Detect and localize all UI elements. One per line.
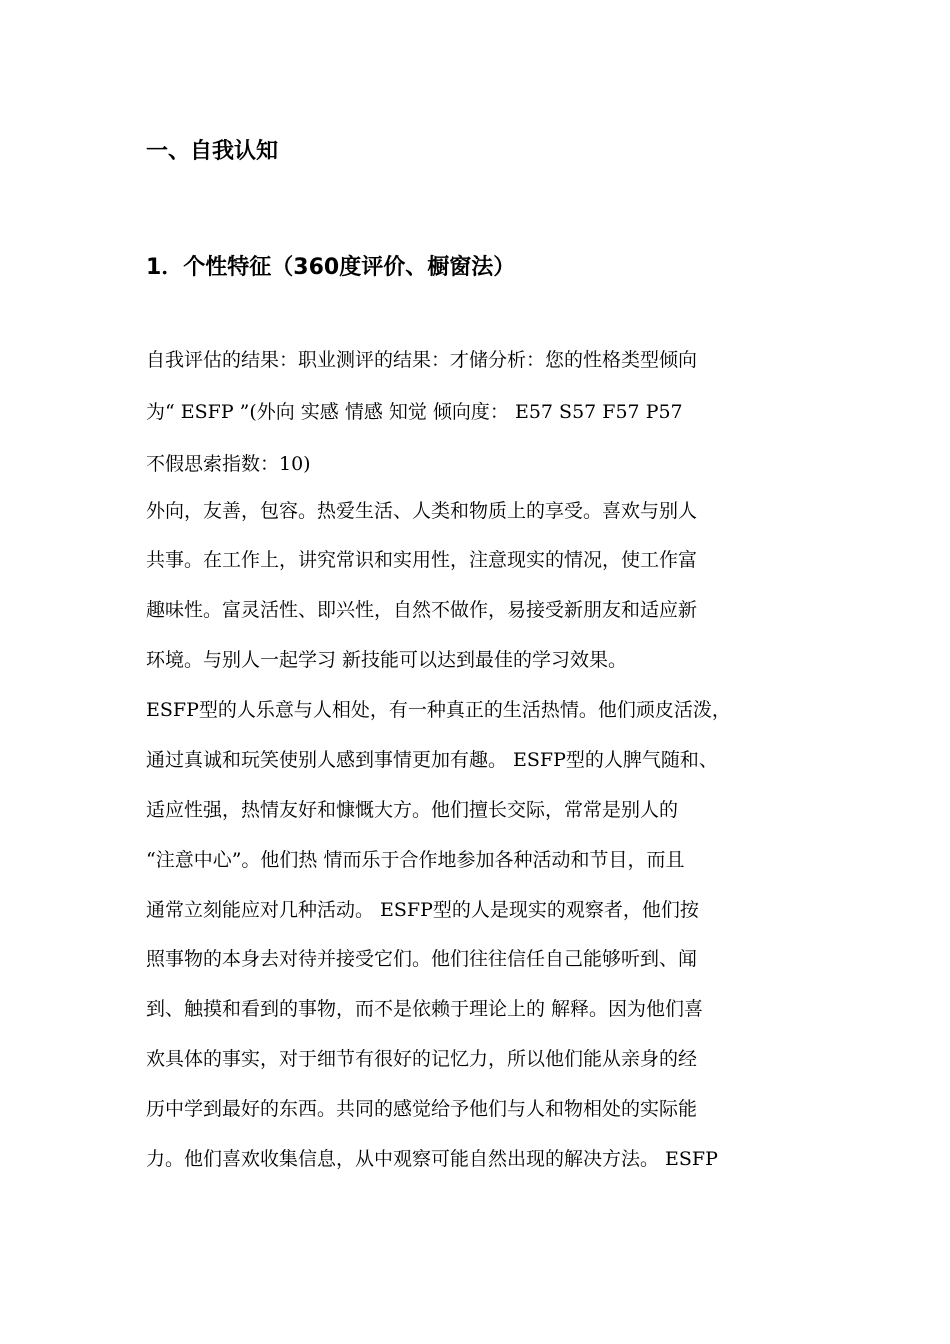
body-line: 到、触摸和看到的事物，而不是依赖于理论上的 解释。因为他们喜 bbox=[146, 998, 704, 1020]
body-line: 为“ ESFP ”(外向 实感 情感 知觉 倾向度： E57 S57 F57 P57 bbox=[146, 401, 683, 423]
section-heading: 一、自我认知 bbox=[146, 139, 279, 164]
subsection-heading: 1．个性特征（360度评价、橱窗法） bbox=[146, 255, 516, 280]
body-line: 趣味性。富灵活性、即兴性，自然不做作，易接受新朋友和适应新 bbox=[146, 599, 698, 621]
body-line: 共事。在工作上，讲究常识和实用性，注意现实的情况，使工作富 bbox=[146, 549, 698, 571]
body-line: 历中学到最好的东西。共同的感觉给予他们与人和物相处的实际能 bbox=[146, 1098, 698, 1120]
body-line: 通过真诚和玩笑使别人感到事情更加有趣。 ESFP型的人脾气随和、 bbox=[146, 749, 718, 771]
body-line: 适应性强，热情友好和慷慨大方。他们擅长交际，常常是别人的 bbox=[146, 799, 679, 821]
body-line: 欢具体的事实，对于细节有很好的记忆力，所以他们能从亲身的经 bbox=[146, 1048, 698, 1070]
body-line: ESFP型的人乐意与人相处，有一种真正的生活热情。他们顽皮活泼， bbox=[146, 699, 731, 721]
body-line: 不假思索指数：10) bbox=[146, 453, 311, 475]
body-line: 照事物的本身去对待并接受它们。他们往往信任自己能够听到、闻 bbox=[146, 948, 698, 970]
body-line: 通常立刻能应对几种活动。 ESFP型的人是现实的观察者，他们按 bbox=[146, 899, 699, 921]
body-line: “注意中心”。他们热 情而乐于合作地参加各种活动和节目，而且 bbox=[146, 849, 685, 871]
body-line: 外向，友善，包容。热爱生活、人类和物质上的享受。喜欢与别人 bbox=[146, 500, 698, 522]
body-line: 自我评估的结果：职业测评的结果：才储分析：您的性格类型倾向 bbox=[146, 349, 698, 371]
body-line: 环境。与别人一起学习 新技能可以达到最佳的学习效果。 bbox=[146, 649, 628, 671]
body-line: 力。他们喜欢收集信息，从中观察可能自然出现的解决方法。 ESFP bbox=[146, 1148, 718, 1170]
